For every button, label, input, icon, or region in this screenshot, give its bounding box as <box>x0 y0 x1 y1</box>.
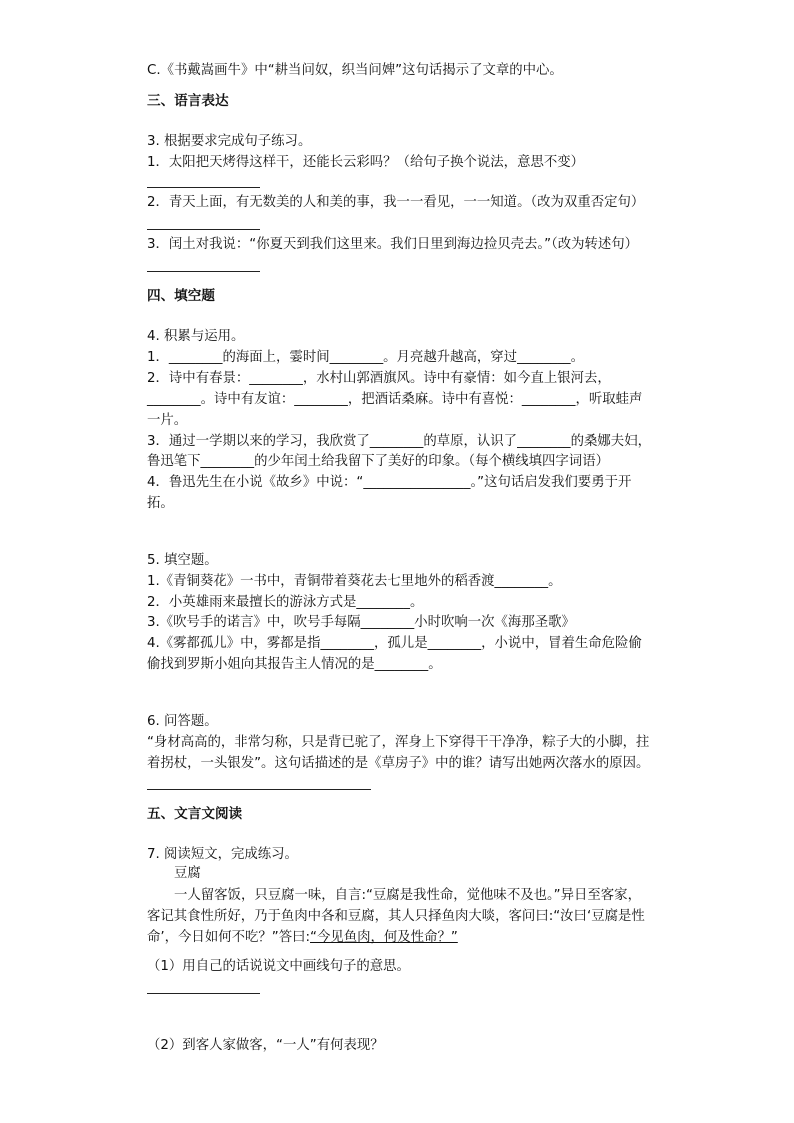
question-5-item-2: 2．小英雄雨来最擅长的游泳方式是________。 <box>147 595 424 610</box>
question-3-item-1: 1．太阳把天烤得这样干，还能长云彩吗？（给句子换个说法，意思不变） <box>147 155 585 170</box>
question-4-item-4-line-2: 拓。 <box>147 496 174 511</box>
option-c-line: C.《书戴嵩画牛》中“耕当问奴，织当问婢”这句话揭示了文章的中心。 <box>147 63 563 78</box>
section-heading-5: 五、文言文阅读 <box>147 806 243 822</box>
question-4-item-2-line-2: ________。诗中有友谊：________，把酒话桑麻。诗中有喜悦：________，听取蛙声 <box>147 392 643 407</box>
answer-line <box>147 187 260 188</box>
question-4-item-4-line-1: 4．鲁迅先生在小说《故乡》中说：“________________。”这句话启发我们要勇于开 <box>147 475 632 490</box>
question-5-item-1: 1.《青铜葵花》一书中，青铜带着葵花去七里地外的稻香渡________。 <box>147 574 562 589</box>
passage-title: 豆腐 <box>174 866 201 881</box>
question-5-item-4-line-2: 偷找到罗斯小姐向其报告主人情况的是________。 <box>147 657 442 672</box>
question-5-item-3: 3.《吹号手的诺言》中，吹号手每隔________小时吹响一次《海那圣歌》 <box>147 615 575 630</box>
question-4-item-1: 1．________的海面上，霎时间________。月亮越升越高，穿过________。 <box>147 350 585 365</box>
section-heading-3: 三、语言表达 <box>147 93 229 109</box>
question-4-item-2-line-1: 2．诗中有春景：________，水村山郭酒旗风。诗中有豪情：如今直上银河去， <box>147 371 611 386</box>
question-6-title: 6. 问答题。 <box>147 714 218 729</box>
question-6-text-line-2: 着拐杖，一头银发”。这句话描述的是《草房子》中的谁？请写出她两次落水的原因。 <box>147 756 650 771</box>
question-4-item-3-line-1: 3．通过一学期以来的学习，我欣赏了________的草原，认识了________的桑娜夫妇， <box>147 434 651 449</box>
question-4-title: 4. 积累与运用。 <box>147 329 245 344</box>
section-heading-4: 四、填空题 <box>147 288 215 304</box>
question-6-text-line-1: “身材高高的，非常匀称，只是背已驼了，浑身上下穿得干干净净，粽子大的小脚，拄 <box>147 735 650 750</box>
underlined-sentence: “今见鱼肉，何及性命？” <box>310 930 458 945</box>
question-7-sub-2: （2）到客人家做客，“一人”有何表现？ <box>147 1038 384 1053</box>
answer-line <box>147 271 260 272</box>
passage-line-3-text: 命’，今日如何不吃？”答曰: <box>147 930 311 945</box>
question-5-item-4-line-1: 4.《雾都孤儿》中，雾都是指________，孤儿是________，小说中，冒着生命危险偷 <box>147 636 642 651</box>
question-4-item-2-line-3: 一片。 <box>147 413 188 428</box>
question-3-item-2: 2．青天上面，有无数美的人和美的事，我一一看见，一一知道。（改为双重否定句） <box>147 195 645 210</box>
answer-line <box>147 789 371 790</box>
question-7-sub-1: （1）用自己的话说说文中画线句子的意思。 <box>147 959 410 974</box>
question-3-title: 3. 根据要求完成句子练习。 <box>147 134 312 149</box>
question-5-title: 5. 填空题。 <box>147 553 218 568</box>
passage-line-3 <box>147 928 458 948</box>
question-4-item-3-line-2: 鲁迅笔下________的少年闰土给我留下了美好的印象。（每个横线填四字词语） <box>147 454 609 469</box>
question-3-item-3: 3．闰土对我说：“你夏天到我们这里来。我们日里到海边捡贝壳去。”（改为转述句） <box>147 237 639 252</box>
answer-line <box>147 229 260 230</box>
question-7-title: 7. 阅读短文，完成练习。 <box>147 847 298 862</box>
passage-line-1: 一人留客饭，只豆腐一味，自言:“豆腐是我性命，觉他味不及也。”异日至客家， <box>174 888 641 903</box>
answer-line <box>147 993 260 994</box>
passage-line-2: 客记其食性所好，乃于鱼肉中各和豆腐，其人只择鱼肉大啖，客问曰:“汝曰‘豆腐是性 <box>147 909 645 924</box>
